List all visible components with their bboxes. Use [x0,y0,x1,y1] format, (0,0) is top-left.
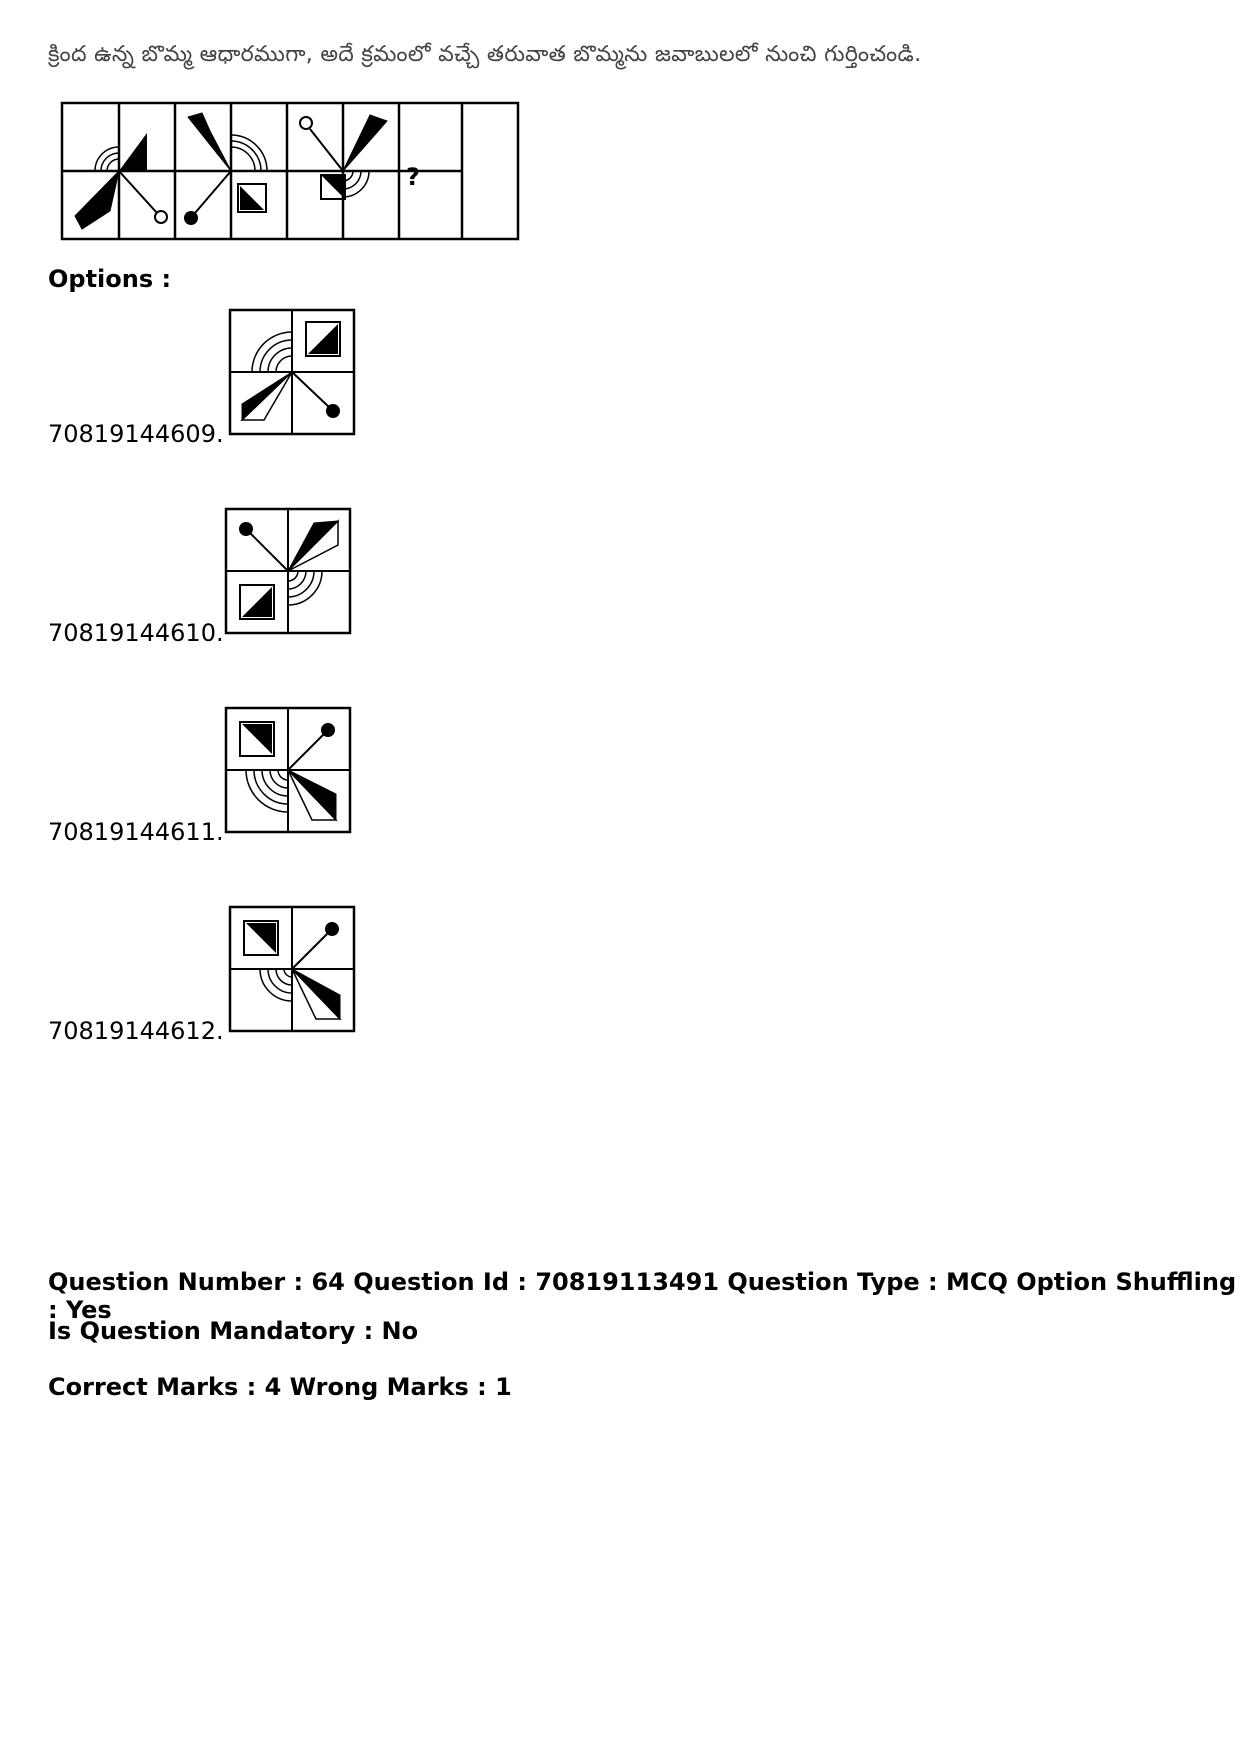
option-4[interactable] [48,905,448,1045]
option-3-id: 70819144611. [48,818,224,846]
missing-figure-mark: ? [406,163,420,191]
option-1[interactable] [48,308,448,448]
question-instruction: క్రింద ఉన్న బొమ్మ ఆధారముగా, అదే క్రమంలో వచ్చే తరువాత బొమ్మను జవాబులలో నుంచి గుర్తించండి. [48,42,922,67]
option-3[interactable] [48,706,448,846]
option-1-figure [228,308,358,438]
question-meta-line-1: Question Number : 64 Question Id : 70819113491 Question Type : MCQ Option Shuffling : Yes [48,1268,1237,1324]
option-2-figure [224,507,354,637]
question-marks: Correct Marks : 4 Wrong Marks : 1 [48,1373,512,1401]
option-2-id: 70819144610. [48,619,224,647]
option-3-figure [224,706,354,836]
question-panel-2 [184,113,267,225]
option-1-id: 70819144609. [48,420,224,448]
option-2[interactable] [48,507,448,647]
question-panel-1 [75,133,167,229]
option-4-figure [228,905,358,1035]
option-4-id: 70819144612. [48,1017,224,1045]
question-mandatory: Is Question Mandatory : No [48,1317,419,1345]
question-figure [60,101,520,241]
options-label: Options : [48,265,172,293]
